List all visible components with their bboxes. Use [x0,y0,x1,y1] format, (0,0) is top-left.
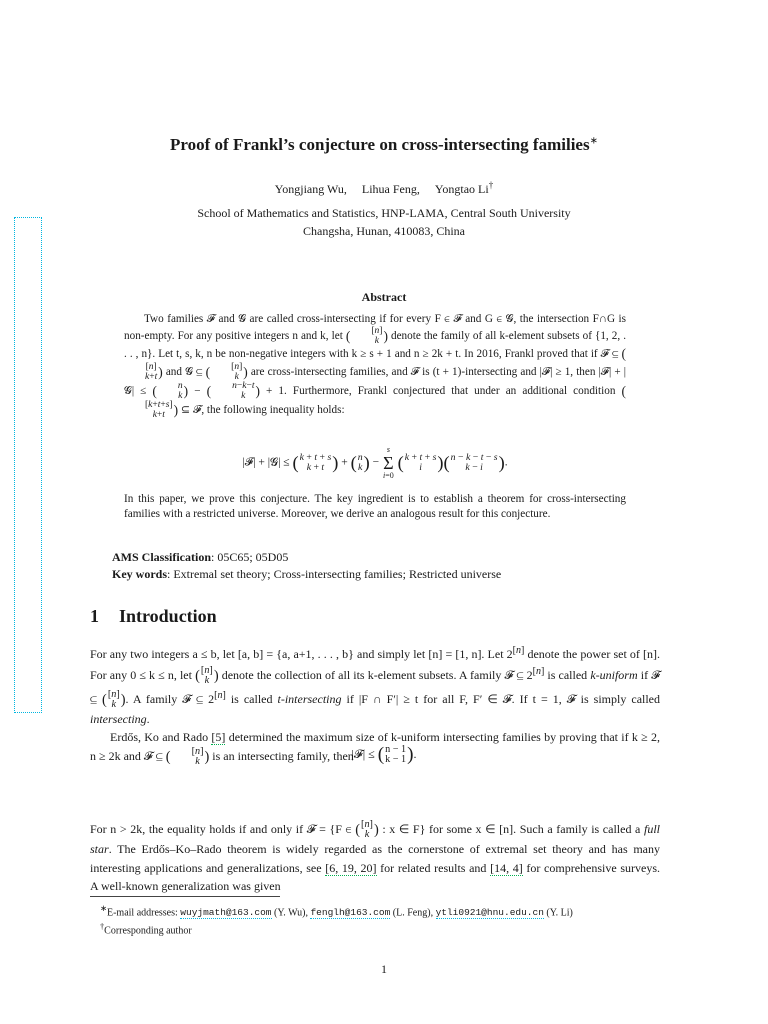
footnote-corresponding: †Corresponding author [100,922,192,937]
section-title: Introduction [119,606,217,626]
section-heading [90,606,217,627]
intro-paragraph-1: For any two integers a ≤ b, let [a, b] = {a, a+1, . . . , b} and simply let [n] = [1, n]. Let 2[n] denote the power set of [n]. For any 0 ≤ k ≤ n, let ( [n] k ) denote the collection of all its k-element subsets. A family 𝓕 ⊆ 2[n] is called k-uniform if 𝓕 ⊆ ( [n] k ). A family 𝓕 ⊆ 2[n] is called t-intersecting if |F ∩ F′| ≥ t for all F, F′ ∈ 𝓕. If t = 1, 𝓕 is simply called intersecting. [90,645,661,727]
email-link-feng[interactable]: fenglh@163.com [310,907,391,919]
keywords-value: : Extremal set theory; Cross-intersecting families; Restricted universe [167,567,502,581]
footnote-emails: ∗E-mail addresses: wuyjmath@163.com (Y. Wu), fenglh@163.com (L. Feng), ytli0921@hnu.edu.cn (Y. Li) [100,904,573,919]
ams-classification [112,549,672,566]
ams-label: AMS Classification [112,550,211,564]
email-link-wu[interactable]: wuyjmath@163.com [180,907,272,919]
title-text: Proof of Frankl’s conjecture on cross-intersecting families [170,135,590,154]
author-3-name: Yongtao Li [434,182,489,196]
citation-link[interactable]: [5] [211,730,226,745]
affiliation-line-1: School of Mathematics and Statistics, HNP-LAMA, Central South University [197,206,571,220]
abstract-text: denote the family of all k-element subsets of {1, 2, . . . , n}. Let t, s, k, n be non-negative integers with k ≥ s + 1 and n ≥ 2k + t. In 2016, Frankl proved that if 𝓕 ⊆ [124,330,627,361]
ams-value: : 05C65; 05D05 [211,550,289,564]
footnote-rule [90,896,280,897]
abstract-paragraph-1: Two families 𝓕 and 𝓖 are called cross-intersecting if for every F ∈ 𝓕 and G ∈ 𝓖, the intersection F∩G is non-empty. For any positive integers n and k, let ( [n] k ) denote the family of all k-element subsets of {1, 2, . . . , n}. Let t, s, k, n be non-negative integers with k ≥ s + 1 and n ≥ 2k + t. In 2016, Frankl proved that if 𝓕 ⊆ ( [n] k+t ) and 𝓖 ⊆ ( [n] k ) are cross-intersecting families, and 𝓕 is (t + 1)-intersecting and |𝓕| ≥ 1, then |𝓕| + |𝓖| ≤ ( n k ) − ( n−k−t k ) + 1. Furthermore, Frankl conjectured that under an additional condition ( [k+t+s] k+t ) ⊆ 𝓕, the following inequality holds: [124,313,627,420]
section-number: 1 [90,606,99,626]
abstract-text: Two families 𝓕 and 𝓖 are called cross-intersecting if for every F ∈ 𝓕 and G ∈ 𝓖, the intersection F∩G is non-empty. For any positive integers n and k, let [124,313,626,343]
email-link-li[interactable]: ytli0921@hnu.edu.cn [435,907,544,919]
author-3 [435,182,493,196]
abstract-text: and 𝓖 ⊆ [165,366,203,379]
classification-block [112,549,672,583]
erdos-ko-rado-equation: |𝓕| ≤ ( n − 1 k − 1 ). [351,743,417,765]
abstract-paragraph-2: In this paper, we prove this conjecture. The key ingredient is to establish a theorem for cross-intersecting families with a restricted universe. Moreover, we derive an analogous result for this conjecture. [124,493,626,520]
abstract-text: are cross-intersecting families, and 𝓕 is (t + 1)-intersecting and |𝓕| ≥ 1, then |𝓕| + |𝓖| ≤ [124,366,627,398]
intro-paragraph-2: Erdős, Ko and Rado [5] determined the maximum size of k-uniform intersecting families by proving that if k ≥ 2, n ≥ 2k and 𝓕 ⊆ ( [n] k ) is an intersecting family, then [90,730,661,767]
abstract-equation: |𝓕| + |𝓖| ≤ ( k + t + s k + t ) + ( n k ) − s Σ i=0 ( k + t + s i )( n − k − t − s k − i ). [242,445,508,480]
page-number: 1 [381,962,387,976]
citation-link[interactable]: [6, 19, 20] [325,860,377,875]
author-2: Lihua Feng, [361,182,420,196]
abstract-text: + 1. Furthermore, Frankl conjectured that under an additional condition [266,385,616,398]
author-footnote-mark[interactable]: † [488,180,494,190]
keywords-label: Key words [112,567,167,581]
abstract-heading: Abstract [361,290,407,304]
title-footnote-mark[interactable]: ∗ [589,135,598,147]
affiliation-line-2: Changsha, Hunan, 410083, China [303,224,465,238]
author-1: Yongjiang Wu, [274,182,347,196]
author-list [0,180,768,197]
abstract-text: ⊆ 𝓕, the following inequality holds: [180,404,345,417]
citation-link[interactable]: [14, 4] [490,860,523,875]
intro-paragraph-3: For n > 2k, the equality holds if and only if 𝓕 = {F ∈ ( [n] k ) : x ∈ F} for some x ∈ [n]. Such a family is called a full star. The Erdős–Ko–Rado theorem is widely regarded as the cornerstone of extremal set theory and has many interesting applications and generalizations, see [6, 19, 20] for related results and [14, 4] for comprehensive surveys. A well-known generalization was given [90,819,661,893]
footnotes [100,902,680,939]
affiliation [0,204,768,240]
paper-title [0,135,768,155]
key-words [112,566,672,583]
